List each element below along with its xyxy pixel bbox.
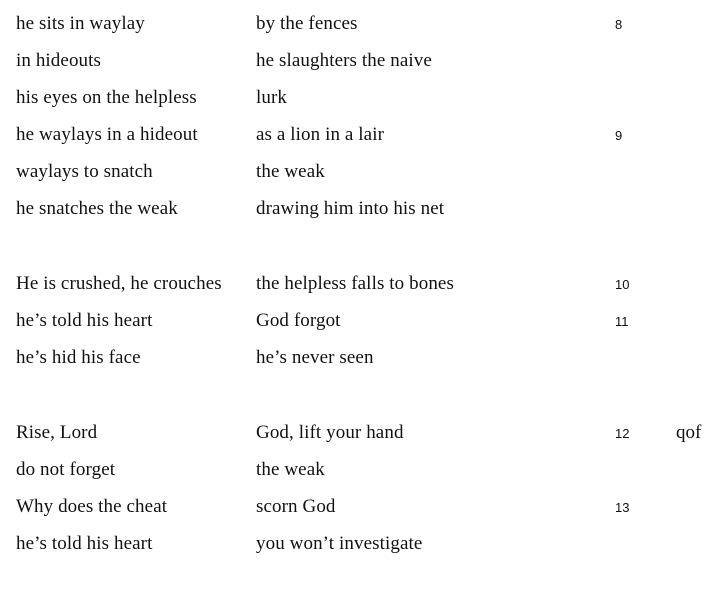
line-right-text: God forgot — [256, 310, 341, 331]
line-left-text: He is crushed, he crouches — [16, 273, 222, 294]
line-right-text: lurk — [256, 87, 288, 108]
line-right-text: God, lift your hand — [256, 422, 404, 443]
line-left-text: he waylays in a hideout — [16, 124, 198, 145]
line-right-text: you won’t investigate — [256, 533, 423, 554]
poem-line — [0, 87, 727, 117]
margin-note: qof — [676, 422, 702, 443]
line-left-text: he snatches the weak — [16, 198, 178, 219]
line-left-text: waylays to snatch — [16, 161, 153, 182]
line-left-text: he sits in waylay — [16, 13, 145, 34]
line-right-text: he slaughters the naive — [256, 50, 432, 71]
line-left-text: he’s told his heart — [16, 533, 153, 554]
line-left-text: his eyes on the helpless — [16, 87, 197, 108]
verse-number: 11 — [615, 314, 629, 329]
poem-line — [0, 13, 727, 43]
line-left-text: he’s told his heart — [16, 310, 153, 331]
line-right-text: the helpless falls to bones — [256, 273, 454, 294]
line-right-text: by the fences — [256, 13, 358, 34]
poem-line — [0, 496, 727, 526]
poem-line — [0, 422, 727, 452]
line-right-text: he’s never seen — [256, 347, 374, 368]
verse-number: 8 — [615, 17, 623, 32]
line-right-text: as a lion in a lair — [256, 124, 384, 145]
line-left-text: Why does the cheat — [16, 496, 168, 517]
verse-number: 13 — [615, 500, 630, 515]
verse-number: 10 — [615, 277, 630, 292]
poem-line — [0, 533, 727, 563]
poem-line — [0, 124, 727, 154]
poem-line — [0, 310, 727, 340]
line-left-text: Rise, Lord — [16, 422, 98, 443]
line-left-text: he’s hid his face — [16, 347, 141, 368]
verse-number: 12 — [615, 426, 630, 441]
poem-line — [0, 347, 727, 377]
line-left-text: do not forget — [16, 459, 116, 480]
line-left-text: in hideouts — [16, 50, 102, 71]
poem-line — [0, 50, 727, 80]
verse-number: 9 — [615, 128, 623, 143]
poem-line — [0, 459, 727, 489]
line-right-text: the weak — [256, 161, 325, 182]
poem-line — [0, 161, 727, 191]
line-right-text: scorn God — [256, 496, 336, 517]
line-right-text: the weak — [256, 459, 325, 480]
line-right-text: drawing him into his net — [256, 198, 445, 219]
poem-line — [0, 273, 727, 303]
poem-line — [0, 198, 727, 228]
